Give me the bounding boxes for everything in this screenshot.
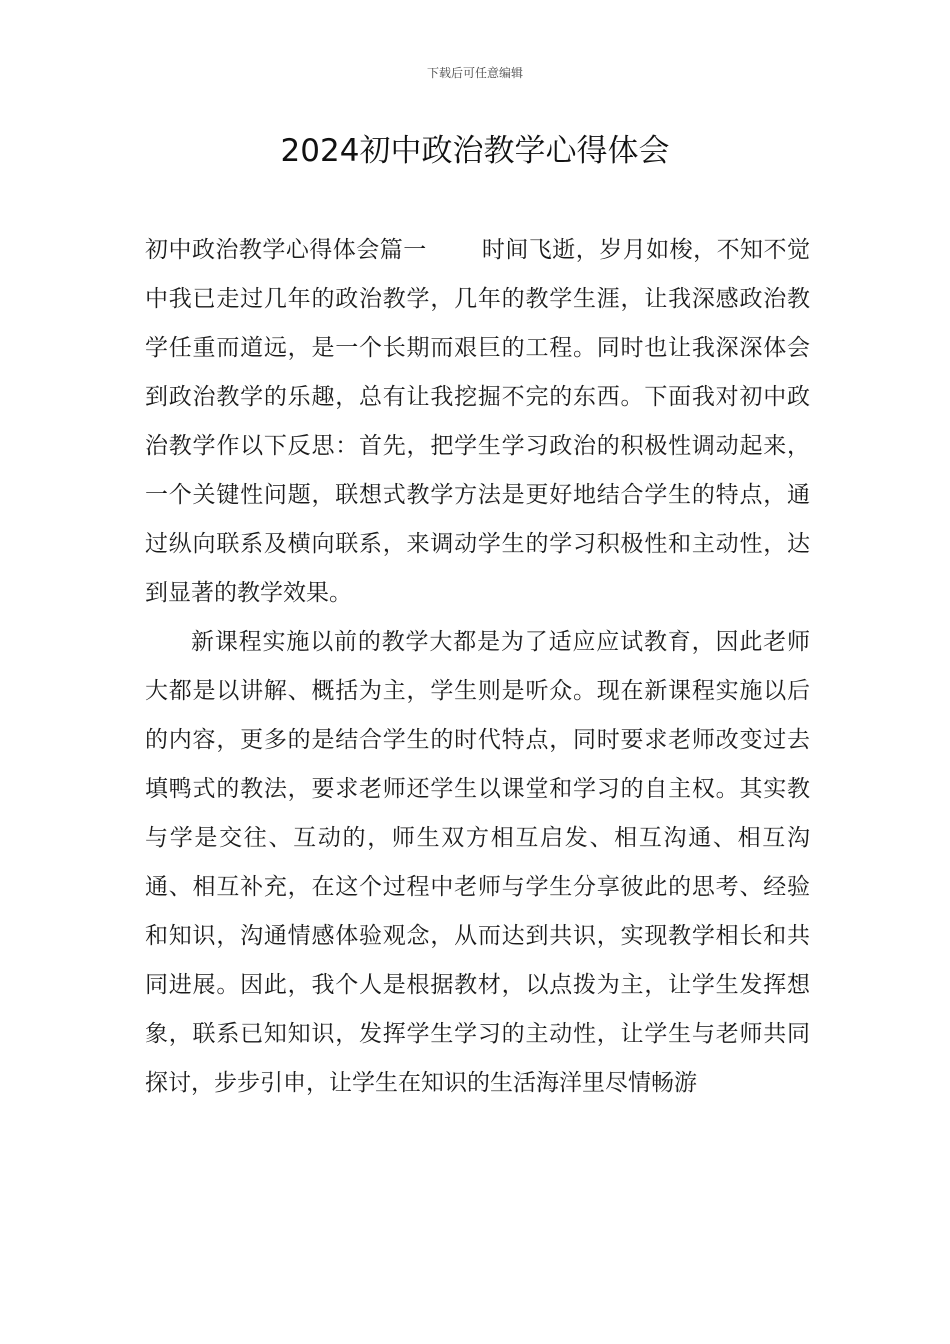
section-label: 初中政治教学心得体会篇一 [145,237,427,263]
paragraph-1-text: 时间飞逝，岁月如梭，不知不觉中我已走过几年的政治教学，几年的教学生涯，让我深感政治教学任重而道远，是一个长期而艰巨的工程。同时也让我深深体会到政治教学的乐趣，总有让我挖掘不完的东西。下面我对初中政治教学作以下反思：首先，把学生学习政治的积极性调动起来，一个关键性问题，联想式教学方法是更好地结合学生的特点，通过纵向联系及横向联系，来调动学生的学习积极性和主动性，达到显著的教学效果。 [145,237,811,606]
paragraph-2: 新课程实施以前的教学大都是为了适应应试教育，因此老师大都是以讲解、概括为主，学生则是听众。现在新课程实施以后的内容，更多的是结合学生的时代特点，同时要求老师改变过去填鸭式的教法，要求老师还学生以课堂和学习的自主权。其实教与学是交往、互动的，师生双方相互启发、相互沟通、相互沟通、相互补充，在这个过程中老师与学生分享彼此的思考、经验和知识，沟通情感体验观念，从而达到共识，实现教学相长和共同进展。因此，我个人是根据教材，以点拨为主，让学生发挥想象，联系已知知识，发挥学生学习的主动性，让学生与老师共同探讨，步步引申，让学生在知识的生活海洋里尽情畅游 [145,629,810,1096]
paragraph-1 [145,226,810,618]
document-body [145,226,810,1108]
header-note: 下载后可任意编辑 [426,66,523,80]
document-title: 2024初中政治教学心得体会 [280,133,670,169]
